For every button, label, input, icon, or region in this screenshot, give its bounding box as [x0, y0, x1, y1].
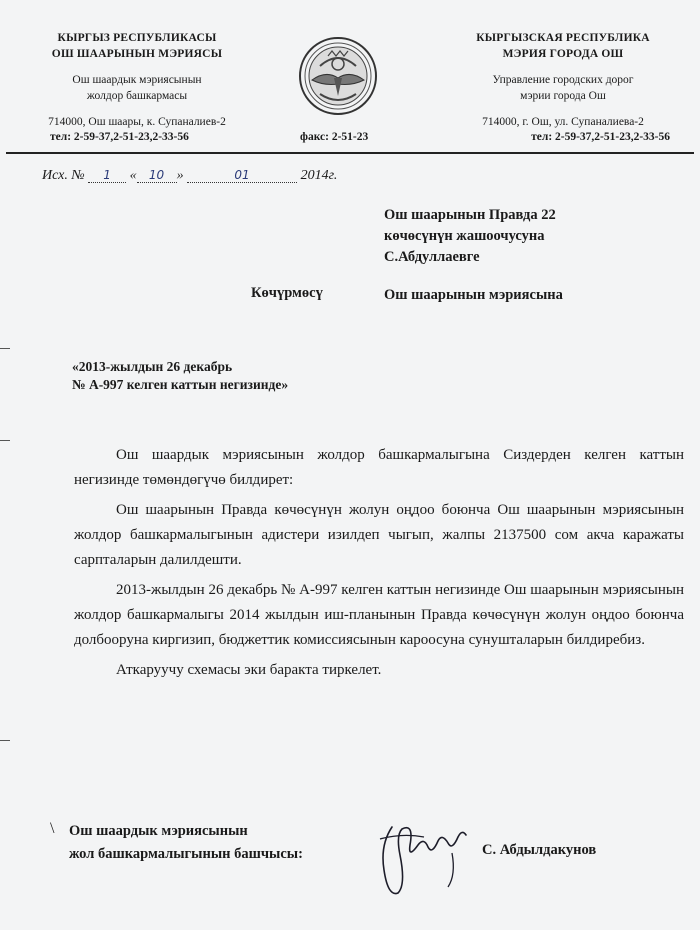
- reference-month: 01: [187, 168, 297, 183]
- copy-recipient: Ош шаарынын мэриясына: [384, 287, 563, 303]
- header-left-line3: Ош шаардык мэриясынын: [72, 74, 202, 86]
- margin-mark: [0, 740, 10, 741]
- signature-title-line2: жол башкармалыгынын башчысы:: [69, 846, 303, 862]
- outgoing-reference: [42, 168, 337, 184]
- signature-title-line1: Ош шаардык мэриясынын: [69, 823, 248, 839]
- header-right-line3: Управление городских дорог: [492, 74, 634, 86]
- reference-number: 1: [88, 168, 126, 183]
- header-left-line1: КЫРГЫЗ РЕСПУБЛИКАСЫ: [57, 32, 217, 44]
- reference-quote-close: »: [176, 168, 184, 183]
- reference-prefix: Исх. №: [42, 168, 85, 183]
- body-paragraph-1: Ош шаардык мэриясынын жолдор башкармалыгына Сиздерден келген каттын негизинде төмөндөгүчө билдирет:: [74, 447, 684, 488]
- copy-label: Көчүрмөсү: [251, 285, 323, 301]
- subject-line2: № А-997 келген каттын негизинде»: [72, 377, 289, 392]
- margin-mark: [0, 348, 10, 349]
- body-paragraph-2: Ош шаарынын Правда көчөсүнүн жолун оңдоо боюнча Ош шаарынын мэриясынын жолдор башкармалыгынын адистери изилдеп чыгып, жалпы 2137500 сом акча каражаты сарпталарын далилдешти.: [74, 502, 684, 568]
- margin-mark: [0, 440, 10, 441]
- header-right-line1: КЫРГЫЗСКАЯ РЕСПУБЛИКА: [476, 32, 650, 44]
- reference-year: 2014: [300, 168, 329, 183]
- addressee-line1: Ош шаарынын Правда 22: [384, 207, 556, 223]
- header-fax: факс: 2-51-23: [300, 131, 369, 143]
- addressee-block: [384, 205, 556, 268]
- letter-body: [74, 443, 684, 688]
- addressee-line3: С.Абдуллаевге: [384, 249, 480, 265]
- subject-block: [72, 358, 288, 394]
- signature-tick-mark: \: [50, 820, 55, 837]
- header-left-line2: ОШ ШААРЫНЫН МЭРИЯСЫ: [51, 48, 223, 60]
- kyrgyz-state-emblem-icon: [298, 36, 378, 116]
- header-right-line2: МЭРИЯ ГОРОДА ОШ: [502, 48, 624, 60]
- reference-quote-open: «: [129, 168, 137, 183]
- header-divider: [6, 152, 694, 154]
- reference-day: 10: [137, 168, 177, 183]
- body-paragraph-4: Аткаруучу схемасы эки баракта тиркелет.: [116, 662, 382, 678]
- header-left-address: 714000, Ош шаары, к. Супаналиев-2: [48, 116, 226, 128]
- header-left-phone: тел: 2-59-37,2-51-23,2-33-56: [50, 131, 189, 143]
- header-left: [12, 30, 262, 130]
- header-left-line4: жолдор башкармасы: [86, 90, 188, 102]
- reference-year-suffix: г.: [328, 168, 338, 183]
- header-right: [438, 30, 688, 130]
- signatory-name: С. Абдылдакунов: [482, 842, 597, 858]
- subject-line1: «2013-жылдын 26 декабрь: [72, 359, 233, 374]
- header-right-line4: мэрии города Ош: [520, 90, 606, 102]
- header-right-address: 714000, г. Ош, ул. Супаналиева-2: [482, 116, 644, 128]
- header-right-phone: тел: 2-59-37,2-51-23,2-33-56: [531, 131, 670, 143]
- handwritten-signature: [362, 815, 472, 905]
- signature-title-block: [69, 820, 303, 866]
- addressee-line2: көчөсүнүн жашоочусуна: [384, 228, 545, 244]
- body-paragraph-3: 2013-жылдын 26 декабрь № А-997 келген каттын негизинде Ош шаарынын мэриясынын жолдор башкармалыгы 2014 жылдын иш-планынын Правда көчөсүнүн жолун оңдоо боюнча долбооруна киргизип, бюджеттик комиссиясынын кароосуна сунушталарын билдиребиз.: [74, 582, 684, 648]
